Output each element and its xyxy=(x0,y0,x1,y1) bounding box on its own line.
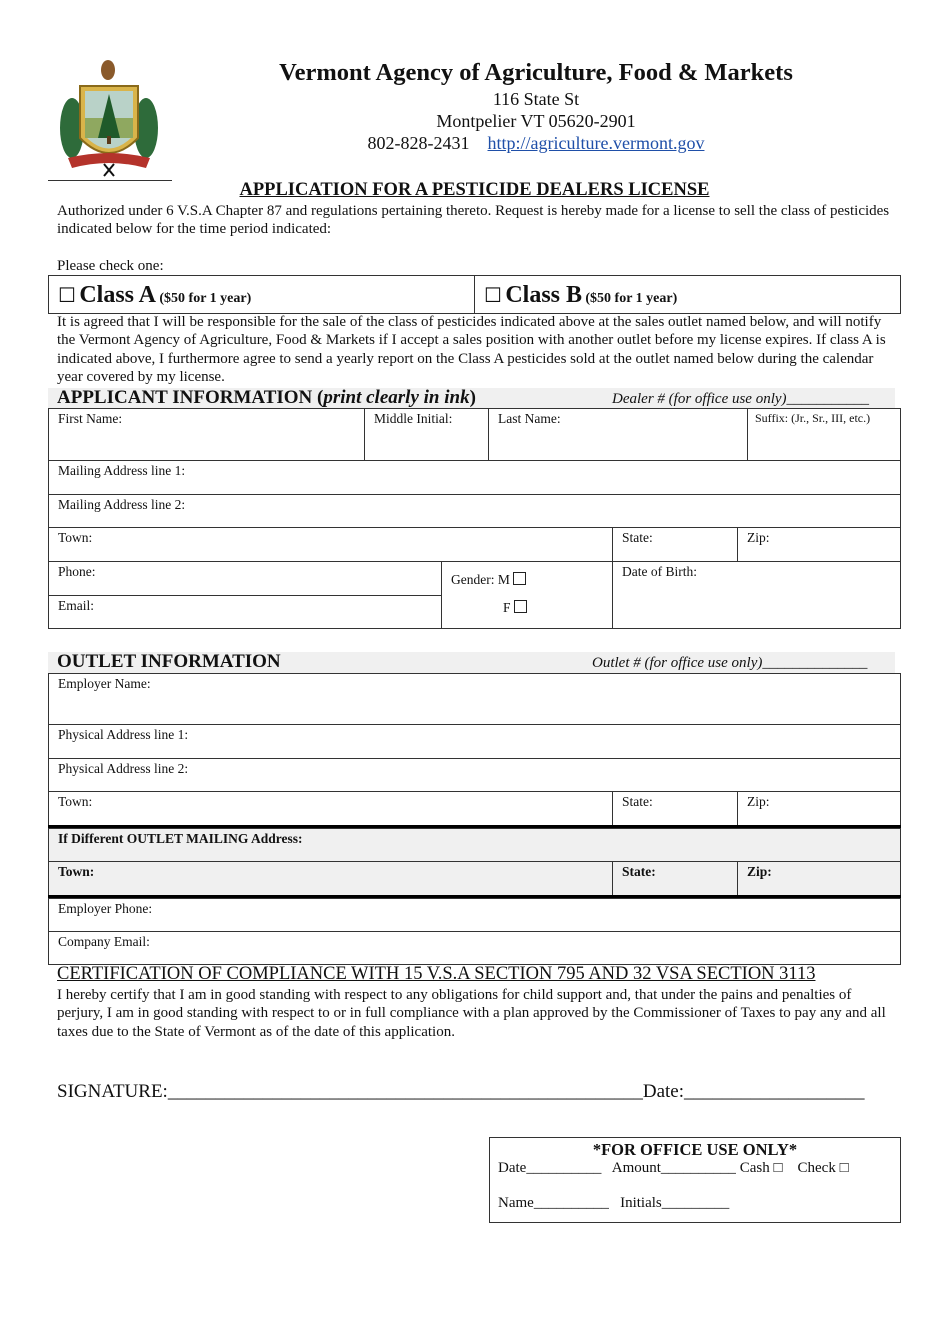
applicant-heading: APPLICANT INFORMATION ( xyxy=(57,387,324,408)
class-a-checkbox[interactable]: ☐ xyxy=(58,285,76,307)
state-label: State: xyxy=(622,530,653,545)
office-cash-checkbox[interactable]: Cash □ xyxy=(739,1160,783,1176)
phone-field[interactable] xyxy=(48,561,442,596)
employer-phone-field[interactable] xyxy=(48,898,901,932)
zip-label: Zip: xyxy=(747,530,770,545)
first-name-field[interactable] xyxy=(48,408,365,461)
gender-f-checkbox[interactable] xyxy=(514,600,527,613)
physical-address-1-label: Physical Address line 1: xyxy=(58,727,189,742)
outlet-town-field[interactable] xyxy=(48,791,613,827)
class-a-label: Class A xyxy=(79,282,156,308)
email-field[interactable] xyxy=(48,595,442,629)
mailing-town-field[interactable] xyxy=(48,861,613,896)
outlet-heading: OUTLET INFORMATION xyxy=(57,651,281,672)
intro-text: Authorized under 6 V.S.A Chapter 87 and regulations pertaining thereto. Request is hereby made for a license to sell the class of pesticides indicated below for the time period indicated: xyxy=(57,203,890,238)
city-address: Montpelier VT 05620-2901 xyxy=(436,111,636,131)
outlet-zip-label: Zip: xyxy=(747,794,770,809)
last-name-label: Last Name: xyxy=(498,411,561,426)
town-field[interactable] xyxy=(48,527,613,562)
office-amount-field[interactable]: Amount__________ xyxy=(611,1160,736,1176)
vermont-seal-logo xyxy=(58,58,162,180)
class-b-option[interactable] xyxy=(474,275,901,314)
street-address: 116 State St xyxy=(492,89,580,109)
outlet-state-label: State: xyxy=(622,794,653,809)
mailing-state-field[interactable] xyxy=(612,861,738,896)
office-date-field[interactable]: Date__________ xyxy=(498,1160,602,1176)
class-a-fee: ($50 for 1 year) xyxy=(159,291,252,306)
gender-f-label: F xyxy=(503,600,511,615)
mailing-town-label: Town: xyxy=(58,864,95,879)
mailing-address-1-label: Mailing Address line 1: xyxy=(58,463,186,478)
middle-initial-label: Middle Initial: xyxy=(374,411,453,426)
outlet-state-field[interactable] xyxy=(612,791,738,827)
agency-website-link[interactable]: http://agriculture.vermont.gov xyxy=(487,133,705,153)
email-label: Email: xyxy=(58,598,94,613)
signature-date-line[interactable]: Date:___________________ xyxy=(642,1081,865,1102)
agency-phone: 802-828-2431 xyxy=(367,133,470,153)
office-name-field[interactable]: Name__________ xyxy=(498,1195,609,1211)
form-title: APPLICATION FOR A PESTICIDE DEALERS LICENSE xyxy=(239,180,710,200)
dealer-number-field[interactable]: Dealer # (for office use only)___________ xyxy=(612,391,870,407)
signature-line[interactable]: SIGNATURE:__________________________________________________ xyxy=(57,1081,643,1102)
physical-address-2-field[interactable] xyxy=(48,758,901,792)
gender-field xyxy=(441,561,613,629)
outlet-number-field[interactable]: Outlet # (for office use only)______________ xyxy=(592,655,868,671)
certification-text: I hereby certify that I am in good standing with respect to any obligations for child support and, that under the pains and penalties of perjury, I am in good standing with respect to or in full compliance with a plan approved by the Commissioner of Taxes to pay any and all taxes due to the State of Vermont as of the date of this application. xyxy=(57,987,886,1040)
office-use-title: *FOR OFFICE USE ONLY* xyxy=(592,1140,798,1159)
class-b-label: Class B xyxy=(505,282,582,308)
mailing-state-label: State: xyxy=(622,864,656,879)
mailing-address-2-label: Mailing Address line 2: xyxy=(58,497,186,512)
zip-field[interactable] xyxy=(737,527,901,562)
outlet-town-label: Town: xyxy=(58,794,93,809)
suffix-field[interactable] xyxy=(747,408,901,461)
middle-initial-field[interactable] xyxy=(364,408,489,461)
office-initials-field[interactable]: Initials_________ xyxy=(620,1195,730,1211)
office-check-checkbox[interactable]: Check □ xyxy=(797,1160,849,1176)
agency-title: Vermont Agency of Agriculture, Food & Markets xyxy=(279,59,793,86)
outlet-zip-field[interactable] xyxy=(737,791,901,827)
employer-phone-label: Employer Phone: xyxy=(58,901,153,916)
gender-m-checkbox[interactable] xyxy=(513,572,526,585)
office-use-box xyxy=(489,1137,901,1223)
phone-label: Phone: xyxy=(58,564,96,579)
physical-address-1-field[interactable] xyxy=(48,724,901,759)
town-label: Town: xyxy=(58,530,93,545)
last-name-field[interactable] xyxy=(488,408,748,461)
first-name-label: First Name: xyxy=(58,411,123,426)
company-email-field[interactable] xyxy=(48,931,901,965)
date-of-birth-label: Date of Birth: xyxy=(622,564,697,579)
mailing-zip-field[interactable] xyxy=(737,861,901,896)
certification-heading: CERTIFICATION OF COMPLIANCE WITH 15 V.S.A SECTION 795 AND 32 VSA SECTION 3113 xyxy=(57,964,816,984)
date-of-birth-field[interactable] xyxy=(612,561,901,629)
gender-label: Gender: M xyxy=(451,572,510,587)
employer-name-label: Employer Name: xyxy=(58,676,151,691)
outlet-mailing-address-label: If Different OUTLET MAILING Address: xyxy=(58,831,303,846)
applicant-heading-note: print clearly in ink xyxy=(323,387,470,408)
class-b-checkbox[interactable]: ☐ xyxy=(484,285,502,307)
state-field[interactable] xyxy=(612,527,738,562)
class-b-fee: ($50 for 1 year) xyxy=(585,291,678,306)
mailing-zip-label: Zip: xyxy=(747,864,772,879)
outlet-mailing-address-field[interactable] xyxy=(48,828,901,862)
check-prompt: Please check one: xyxy=(57,258,164,274)
class-a-option[interactable] xyxy=(48,275,475,314)
applicant-heading-close: ) xyxy=(469,387,476,408)
mailing-address-2-field[interactable] xyxy=(48,494,901,528)
company-email-label: Company Email: xyxy=(58,934,150,949)
agreement-text: It is agreed that I will be responsible for the sale of the class of pesticides indicated above at the sales outlet named below, and will notify the Vermont Agency of Agriculture, Food & Markets if I accept a sales position with another outlet before my license expires. If class A is indicated above, I furthermore agree to send a yearly report on the Class A pesticides sold at the outlet named below during the calendar year covered by my license. xyxy=(57,314,886,385)
mailing-address-1-field[interactable] xyxy=(48,460,901,495)
suffix-label: Suffix: (Jr., Sr., III, etc.) xyxy=(755,411,871,425)
physical-address-2-label: Physical Address line 2: xyxy=(58,761,189,776)
employer-name-field[interactable] xyxy=(48,673,901,725)
